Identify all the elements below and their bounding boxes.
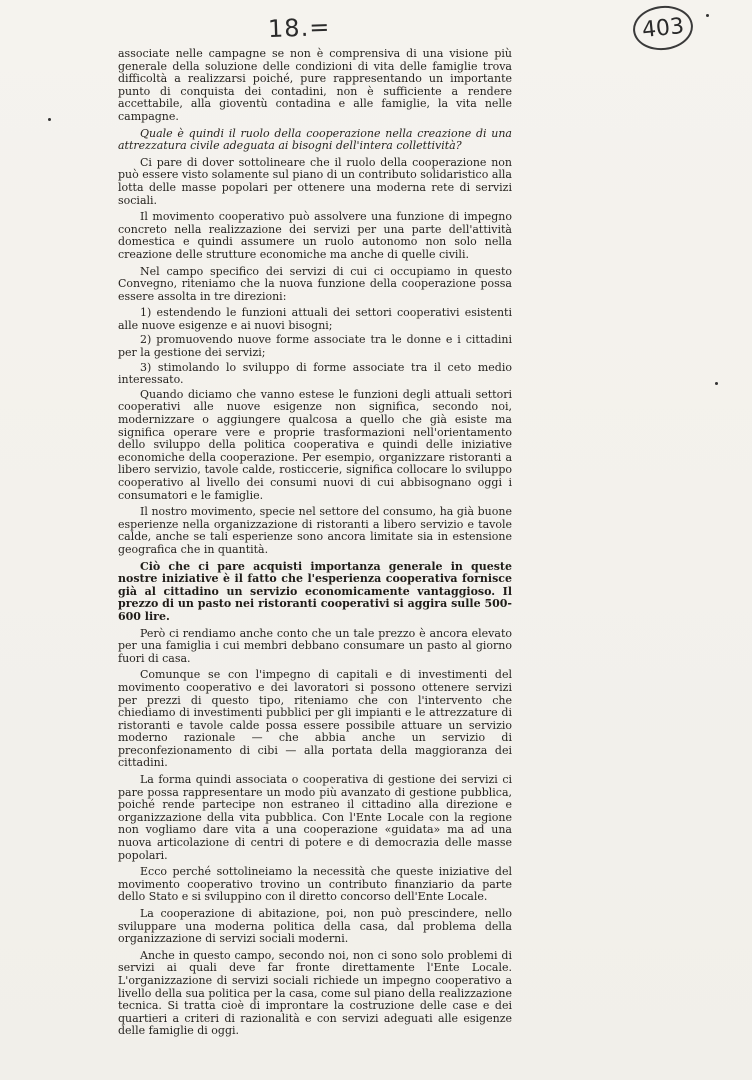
paragraph: Però ci rendiamo anche conto che un tale prezzo è ancora elevato per una famiglia i cui membri debbano consumare un pasto al giorno fuori di casa. [118, 626, 512, 665]
scan-speck [715, 382, 718, 385]
list-item: 1) estendendo le funzioni attuali dei settori cooperativi esistenti alle nuove esigenze e ai nuovi bisogni; [118, 306, 512, 332]
scan-speck [706, 14, 709, 17]
paragraph: Il movimento cooperativo può assolvere una funzione di impegno concreto nella realizzazione dei servizi per una parte dell'attività domestica e quindi assumere un ruolo autonomo non solo nella creazione delle strutture economiche ma anche di quelle civili. [118, 210, 512, 261]
body-text [118, 48, 512, 1042]
paragraph: Comunque se con l'impegno di capitali e di investimenti del movimento cooperativo e dei lavoratori si possono ottenere servizi per prezzi di questo tipo, riteniamo che con l'intervento che chiediamo di investimenti pubblici per gli impianti e le attrezzature di ristoranti e tavole calde possa essere possibile attuare un servizio moderno razionale — che abbia anche un servizio di preconfezionamento di cibi — alla portata della maggioranza dei cittadini. [118, 668, 512, 770]
paragraph: Nel campo specifico dei servizi di cui ci occupiamo in questo Convegno, riteniamo che la nuova funzione della cooperazione possa essere assolta in tre direzioni: [118, 264, 512, 303]
question-paragraph: Quale è quindi il ruolo della cooperazione nella creazione di una attrezzatura civile adeguata ai bisogni dell'intera collettività? [118, 126, 512, 153]
paragraph: Quando diciamo che vanno estese le funzioni degli attuali settori cooperativi alle nuove esigenze non significa, secondo noi, modernizzare o aggiungere qualcosa a quello che già esiste ma significa operare vere e proprie trasformazioni nell'orientamento dello sviluppo della politica cooperativa e quindi delle iniziative economiche della cooperazione. Per esempio, organizzare ristoranti a libero servizio, tavole calde, rosticcerie, significa collocare lo sviluppo cooperativo al livello dei consumi nuovi di cui abbisognano oggi i consumatori e le famiglie. [118, 387, 512, 502]
paragraph: Ciò che ci pare acquisti importanza generale in queste nostre iniziative è il fatto che l'esperienza cooperativa fornisce già al cittadino un servizio economicamente vantaggioso. Il prezzo di un pasto nei ristoranti cooperativi si aggira sulle 500-600 lire. [118, 559, 512, 623]
archive-stamp: 403 [631, 3, 695, 53]
list-item: 3) stimolando lo sviluppo di forme associate tra il ceto medio interessato. [118, 360, 512, 387]
paragraph: La cooperazione di abitazione, poi, non può prescindere, nello sviluppare una moderna politica della casa, dal problema della organizzazione di servizi sociali moderni. [118, 907, 512, 946]
paragraph: La forma quindi associata o cooperativa di gestione dei servizi ci pare possa rappresentare un modo più avanzato di gestione pubblica, poiché rende partecipe non estraneo il cittadino alla direzione e organizzazione della vita pubblica. Con l'Ente Locale con la regione non vogliamo dare vita a una cooperazione «guidata» ma ad una nuova articolazione di centri di potere e di democrazia delle masse popolari. [118, 773, 512, 862]
paragraph: Ci pare di dover sottolineare che il ruolo della cooperazione non può essere visto solamente sul piano di un contributo solidaristico alla lotta delle masse popolari per ottenere una moderna rete di servizi sociali. [118, 155, 512, 207]
list-item: 2) promuovendo nuove forme associate tra le donne e i cittadini per la gestione dei servizi; [118, 333, 512, 360]
paragraph: Il nostro movimento, specie nel settore del consumo, ha già buone esperienze nella organizzazione di ristoranti a libero servizio e tavole calde, anche se tali esperienze sono ancora limitate sia in estensione geografica che in quantità. [118, 505, 512, 556]
page-number: 18.= [267, 12, 331, 44]
paragraph: Anche in questo campo, secondo noi, non ci sono solo problemi di servizi ai quali deve far fronte direttamente l'Ente Locale. L'organizzazione di servizi sociali richiede un impegno cooperativo a livello della sua politica per la casa, come sul piano della realizzazione tecnica. Si tratta cioè di improntare la costruzione delle case e dei quartieri a criteri di razionalità e con servizi adeguati alle esigenze delle famiglie di oggi. [118, 948, 512, 1038]
paragraph: associate nelle campagne se non è comprensiva di una visione più generale della soluzione delle condizioni di vita delle famiglie trova difficoltà a realizzarsi poiché, pure rappresentando un importante punto di conquista dei contadini, non è sufficiente a rendere accettabile, alla gioventù contadina e alle famiglie, la vita nelle campagne. [118, 47, 512, 123]
scan-speck [48, 118, 51, 121]
paragraph: Ecco perché sottolineiamo la necessità che queste iniziative del movimento cooperativo trovino un contributo finanziario da parte dello Stato e si sviluppino con il diretto concorso dell'Ente Locale. [118, 865, 512, 904]
